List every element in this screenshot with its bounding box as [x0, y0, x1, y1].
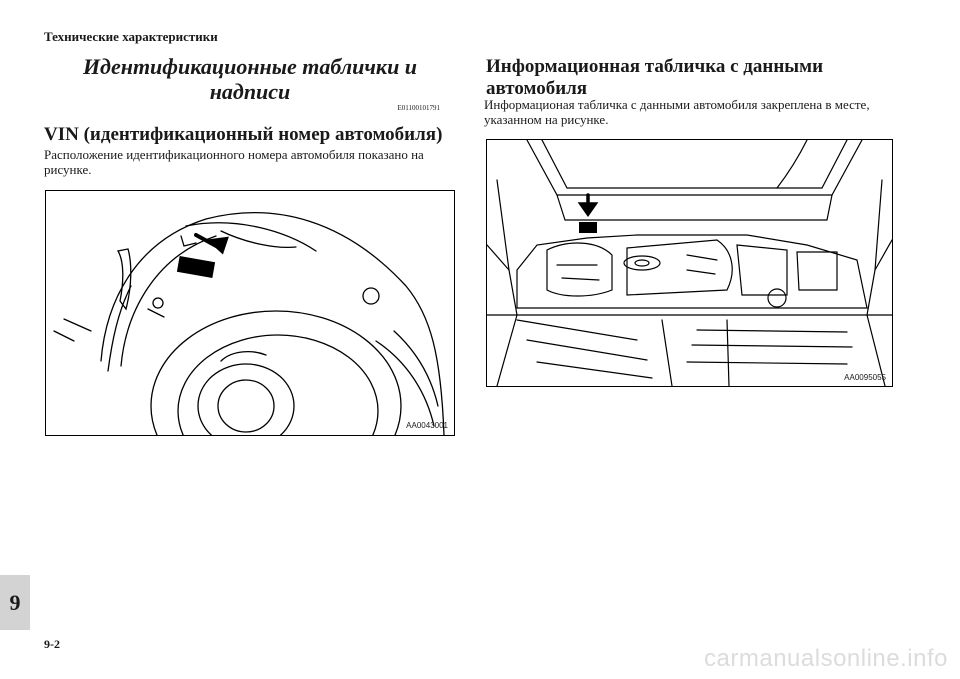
watermark: carmanualsonline.info	[704, 645, 948, 672]
info-plate-text: Информационая табличка с данными автомобиля закреплена в месте, указанном на рисунке.	[484, 97, 870, 127]
figure-code-label: AA0043001	[406, 421, 448, 430]
info-plate-figure	[486, 139, 893, 387]
wheel-arch-illustration	[46, 191, 454, 435]
chapter-tab: 9	[0, 575, 30, 630]
running-header: Технические характеристики	[44, 29, 218, 44]
info-plate-heading: Информационная табличка с данными автомобиля	[486, 56, 824, 99]
page-number: 9-2	[44, 637, 60, 651]
page-title: Идентификационные таблички и надписи	[82, 54, 418, 104]
figure-code-label: AA0095055	[844, 373, 886, 382]
vin-section-heading: VIN (идентификационный номер автомобиля)	[44, 124, 443, 145]
vin-location-figure	[45, 190, 455, 436]
vin-section-text: Расположение идентификационного номера автомобиля показано на рисунке.	[44, 147, 424, 177]
engine-bay-illustration	[487, 140, 892, 386]
document-code: E01100101791	[397, 104, 440, 112]
